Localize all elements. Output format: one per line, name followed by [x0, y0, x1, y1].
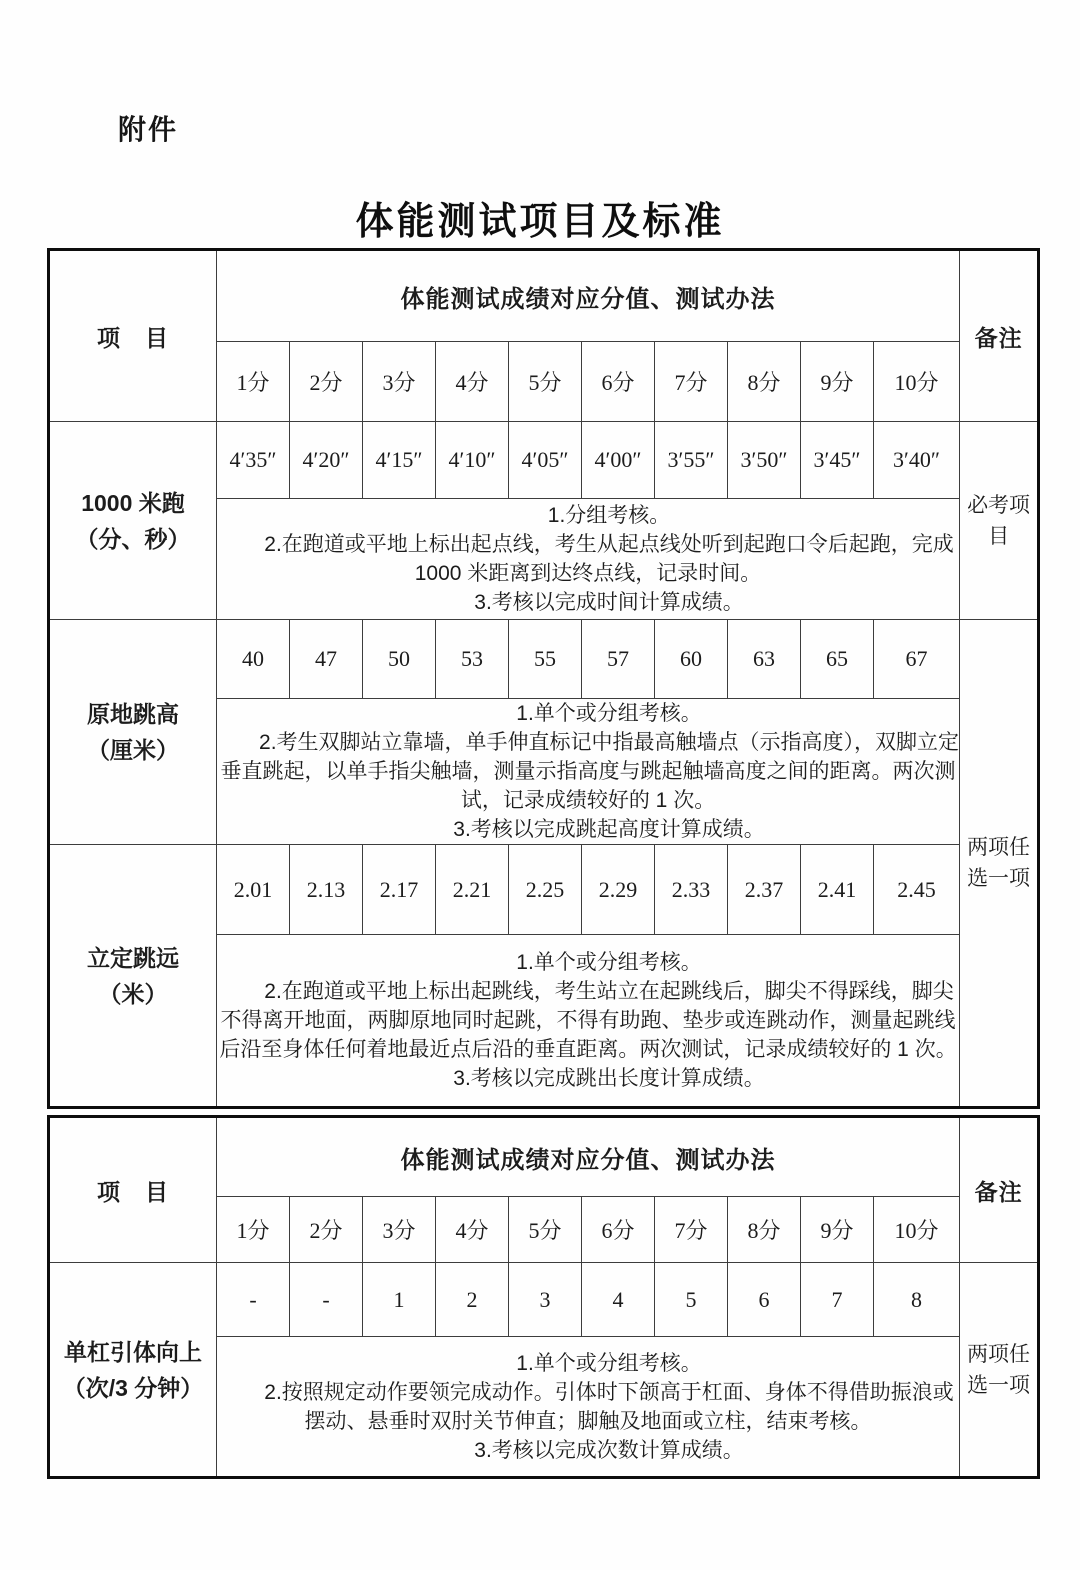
score-method-header: 体能测试成绩对应分值、测试办法: [217, 250, 960, 342]
score-value-cell: 53: [436, 620, 509, 699]
remark-column-header: 备注: [960, 1117, 1039, 1263]
score-value-cell: 63: [728, 620, 801, 699]
remark-cell: 两项任选一项: [960, 1263, 1039, 1478]
remark-column-header: 备注: [960, 250, 1039, 422]
remark-cell: 必考项目: [960, 422, 1039, 620]
item-name-line1: 立定跳远: [87, 944, 179, 971]
score-label-cell: 4分: [436, 1197, 509, 1263]
score-value-cell: 67: [874, 620, 960, 699]
score-label-cell: 7分: [655, 342, 728, 422]
score-label-cell: 2分: [290, 1197, 363, 1263]
score-value-cell: 4′35″: [217, 422, 290, 499]
score-label-cell: 3分: [363, 342, 436, 422]
score-label-cell: 8分: [728, 342, 801, 422]
test-method-cell: [217, 935, 960, 1108]
score-label-cell: 5分: [509, 342, 582, 422]
score-value-cell: 3′55″: [655, 422, 728, 499]
item-name-line1: 原地跳高: [87, 701, 179, 727]
score-label-cell: 1分: [217, 342, 290, 422]
score-value-cell: 3: [509, 1263, 582, 1337]
score-value-cell: 3′50″: [728, 422, 801, 499]
score-value-cell: 6: [728, 1263, 801, 1337]
method-paragraph: 1.单个或分组考核。: [516, 1351, 702, 1375]
score-label-cell: 7分: [655, 1197, 728, 1263]
score-value-cell: 2.33: [655, 845, 728, 935]
score-label-cell: 2分: [290, 342, 363, 422]
method-paragraph: 1.分组考核。: [547, 504, 671, 527]
item-name-cell: [49, 422, 217, 620]
fitness-table-section-1: [47, 248, 1040, 1109]
method-paragraph: 3.考核以完成跳起高度计算成绩。: [453, 818, 765, 841]
score-value-cell: 57: [582, 620, 655, 699]
score-value-cell: 50: [363, 620, 436, 699]
score-value-cell: 2.41: [801, 845, 874, 935]
item-name-cell: [49, 1263, 217, 1478]
score-value-cell: 3′40″: [874, 422, 960, 499]
test-method-cell: [217, 699, 960, 845]
score-label-cell: 4分: [436, 342, 509, 422]
score-value-cell: -: [290, 1263, 363, 1337]
item-name-line1: 1000 米跑: [81, 489, 185, 516]
score-method-header: 体能测试成绩对应分值、测试办法: [217, 1117, 960, 1197]
page-title: 体能测试项目及标准: [355, 201, 725, 243]
item-name-cell: [49, 845, 217, 1108]
score-value-cell: 55: [509, 620, 582, 699]
score-value-cell: 2.29: [582, 845, 655, 935]
method-paragraph: 2.在跑道或平地上标出起点线，考生从起点线处听到起跑口令后起跑，完成 1000 米距离到达终点线，记录时间。: [264, 533, 954, 585]
method-paragraph: 3.考核以完成次数计算成绩。: [474, 1438, 744, 1462]
test-method-cell: [217, 1337, 960, 1478]
score-value-cell: 4′10″: [436, 422, 509, 499]
score-value-cell: 65: [801, 620, 874, 699]
item-name-line1: 单杠引体向上: [64, 1338, 202, 1365]
test-method-cell: [217, 499, 960, 620]
method-paragraph: 2.按照规定动作要领完成动作。引体时下颌高于杠面、身体不得借助振浪或摆动、悬垂时双肘关节伸直；脚触及地面或立柱，结束考核。: [264, 1380, 954, 1433]
score-value-cell: 4′05″: [509, 422, 582, 499]
score-label-cell: 10分: [874, 342, 960, 422]
score-label-cell: 6分: [582, 1197, 655, 1263]
score-value-cell: 4′20″: [290, 422, 363, 499]
score-label-cell: 3分: [363, 1197, 436, 1263]
score-value-cell: 2.25: [509, 845, 582, 935]
score-value-cell: 47: [290, 620, 363, 699]
score-value-cell: 2.21: [436, 845, 509, 935]
fitness-table-section-2: [47, 1115, 1040, 1479]
item-name-line2: （米）: [98, 980, 168, 1007]
score-value-cell: 2.13: [290, 845, 363, 935]
score-label-cell: 1分: [217, 1197, 290, 1263]
score-label-cell: 9分: [801, 342, 874, 422]
item-column-header: 项 目: [49, 1117, 217, 1263]
score-value-cell: 2: [436, 1263, 509, 1337]
method-paragraph: 2.考生双脚站立靠墙，单手伸直标记中指最高触墙点（示指高度），双脚立定垂直跳起，以单手指尖触墙，测量示指高度与跳起触墙高度之间的距离。两次测试，记录成绩较好的 1 次。: [220, 731, 960, 812]
score-value-cell: 2.37: [728, 845, 801, 935]
score-value-cell: -: [217, 1263, 290, 1337]
fitness-tables: [47, 248, 1037, 1479]
score-label-cell: 6分: [582, 342, 655, 422]
attachment-label: 附件: [118, 114, 179, 145]
score-label-cell: 10分: [874, 1197, 960, 1263]
score-label-cell: 9分: [801, 1197, 874, 1263]
score-value-cell: 1: [363, 1263, 436, 1337]
score-label-cell: 5分: [509, 1197, 582, 1263]
method-paragraph: 3.考核以完成跳出长度计算成绩。: [453, 1067, 765, 1090]
score-value-cell: 40: [217, 620, 290, 699]
item-name-line2: （分、秒）: [75, 525, 191, 552]
score-value-cell: 7: [801, 1263, 874, 1337]
score-value-cell: 8: [874, 1263, 960, 1337]
score-value-cell: 2.17: [363, 845, 436, 935]
score-value-cell: 5: [655, 1263, 728, 1337]
score-value-cell: 60: [655, 620, 728, 699]
item-column-header: 项 目: [49, 250, 217, 422]
score-value-cell: 3′45″: [801, 422, 874, 499]
remark-cell: 两项任选一项: [960, 620, 1039, 1108]
method-paragraph: 1.单个或分组考核。: [516, 951, 702, 974]
item-name-line2: （次/3 分钟）: [62, 1374, 204, 1401]
score-value-cell: 4′15″: [363, 422, 436, 499]
item-name-line2: （厘米）: [87, 737, 179, 763]
method-paragraph: 3.考核以完成时间计算成绩。: [474, 591, 744, 614]
score-value-cell: 4′00″: [582, 422, 655, 499]
method-paragraph: 1.单个或分组考核。: [516, 702, 702, 725]
score-value-cell: 4: [582, 1263, 655, 1337]
score-value-cell: 2.01: [217, 845, 290, 935]
item-name-cell: [49, 620, 217, 845]
score-label-cell: 8分: [728, 1197, 801, 1263]
score-value-cell: 2.45: [874, 845, 960, 935]
method-paragraph: 2.在跑道或平地上标出起跳线，考生站立在起跳线后，脚尖不得踩线，脚尖不得离开地面，两脚原地同时起跳，不得有助跑、垫步或连跳动作，测量起跳线后沿至身体任何着地最近点后沿的垂直距离。两次测试，记录成绩较好的 1 次。: [219, 980, 957, 1061]
